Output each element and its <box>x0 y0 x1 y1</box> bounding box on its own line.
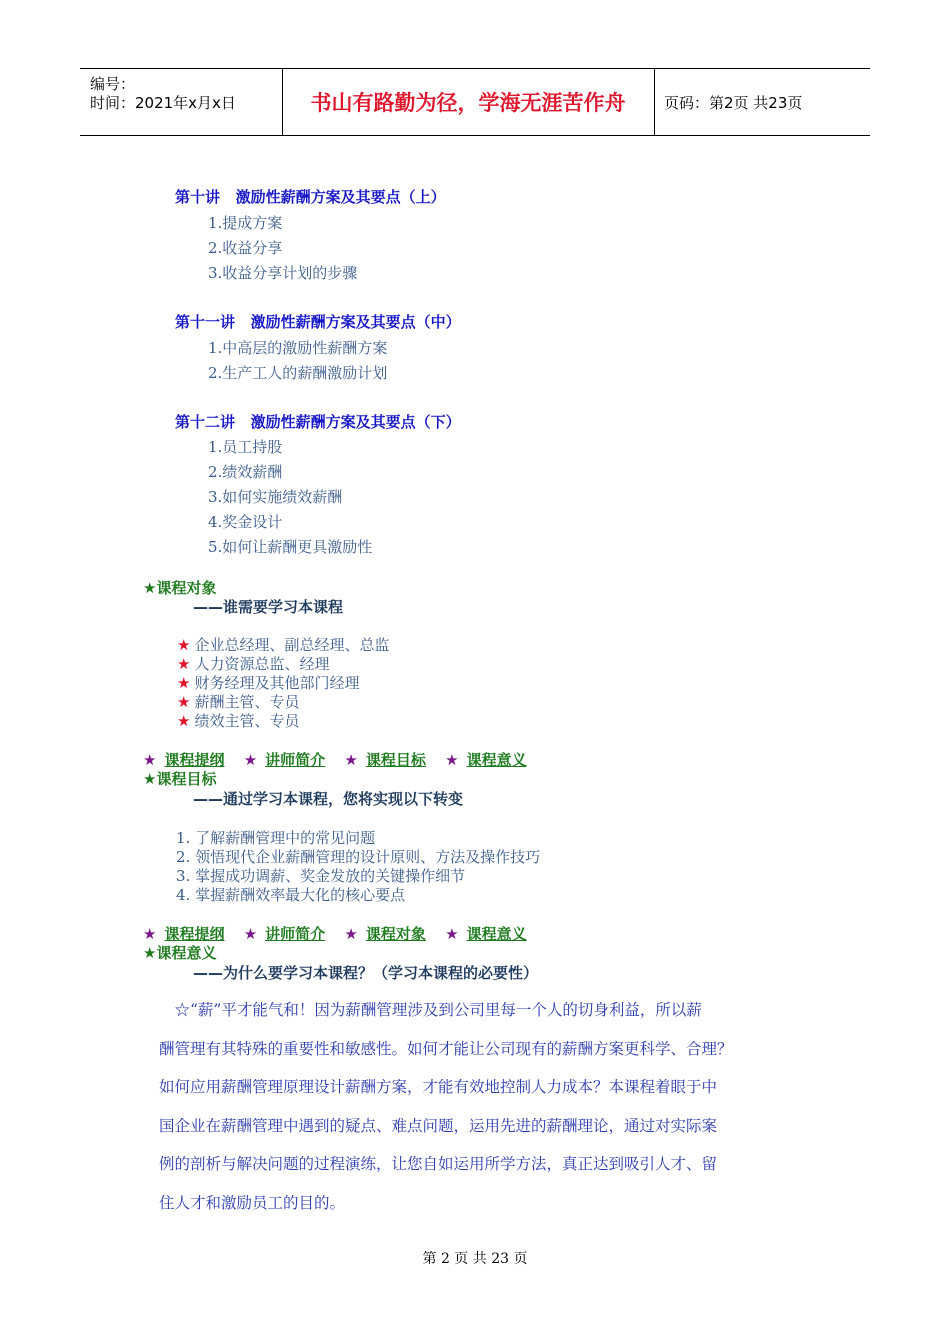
motto: 书山有路勤为径，学海无涯苦作舟 <box>282 69 655 135</box>
audience-item: ★ 绩效主管、专员 <box>177 712 300 730</box>
audience-heading: ★课程对象 <box>143 579 217 597</box>
star-icon: ★ <box>344 925 358 943</box>
nav-link-audience[interactable]: 课程对象 <box>365 925 426 943</box>
star-icon: ★ <box>177 693 191 711</box>
paragraph-line: ☆“薪”平才能气和！因为薪酬管理涉及到公司里每一个人的切身利益，所以薪 <box>159 1001 702 1019</box>
audience-subheading: ——谁需要学习本课程 <box>193 598 344 616</box>
paragraph-line: 酬管理有其特殊的重要性和敏感性。如何才能让公司现有的薪酬方案更科学、合理？ <box>159 1039 733 1058</box>
star-icon: ★ <box>143 925 157 943</box>
audience-item: ★ 财务经理及其他部门经理 <box>177 674 360 692</box>
significance-heading: ★课程意义 <box>143 944 217 962</box>
nav-link-outline[interactable]: 课程提纲 <box>164 751 225 769</box>
date-label: 时间：2021年x月x日 <box>90 94 236 112</box>
star-icon: ★ <box>177 712 191 730</box>
lecture-item: 2.绩效薪酬 <box>208 463 283 481</box>
goals-subheading: ——通过学习本课程，您将实现以下转变 <box>193 790 464 808</box>
course-nav <box>143 923 541 944</box>
goal-item: 2. 领悟现代企业薪酬管理的设计原则、方法及操作技巧 <box>176 848 541 866</box>
nav-link-instructor[interactable]: 讲师简介 <box>265 925 326 943</box>
lecture-item: 4.奖金设计 <box>208 513 283 531</box>
audience-item: ★ 企业总经理、副总经理、总监 <box>177 636 390 654</box>
nav-link-significance[interactable]: 课程意义 <box>466 751 527 769</box>
course-nav <box>143 749 541 770</box>
lecture-item: 2.生产工人的薪酬激励计划 <box>208 364 388 382</box>
significance-subheading: ——为什么要学习本课程？（学习本课程的必要性） <box>193 964 539 982</box>
star-icon: ★ <box>177 636 191 654</box>
nav-link-goals[interactable]: 课程目标 <box>365 751 426 769</box>
goals-heading: ★课程目标 <box>143 770 217 788</box>
lecture-item: 1.员工持股 <box>208 438 283 456</box>
paragraph-line: 国企业在薪酬管理中遇到的疑点、难点问题，运用先进的薪酬理论，通过对实际案 <box>159 1116 718 1135</box>
star-icon: ★ <box>177 674 191 692</box>
lecture-title: 第十一讲 激励性薪酬方案及其要点（中） <box>175 313 461 331</box>
goal-item: 4. 掌握薪酬效率最大化的核心要点 <box>176 886 406 904</box>
nav-link-outline[interactable]: 课程提纲 <box>164 925 225 943</box>
star-icon: ★ <box>243 751 258 769</box>
header-meta <box>80 69 283 135</box>
lecture-item: 5.如何让薪酬更具激励性 <box>208 538 373 556</box>
star-icon: ★ <box>177 655 191 673</box>
star-icon: ★ <box>344 751 358 769</box>
number-label: 编号： <box>90 75 136 93</box>
paragraph-line: 如何应用薪酬管理原理设计薪酬方案，才能有效地控制人力成本？本课程着眼于中 <box>159 1078 718 1096</box>
page-footer: 第 2 页 共 23 页 <box>422 1251 528 1267</box>
audience-item: ★ 薪酬主管、专员 <box>177 693 300 711</box>
page-info: 页码：第2页 共23页 <box>664 94 803 112</box>
star-icon: ★ <box>243 925 258 943</box>
paragraph-line: 住人才和激励员工的目的。 <box>159 1193 346 1212</box>
page-header <box>80 68 870 136</box>
star-icon: ★ <box>445 751 459 769</box>
goal-item: 3. 掌握成功调薪、奖金发放的关键操作细节 <box>176 867 466 885</box>
nav-link-instructor[interactable]: 讲师简介 <box>265 751 326 769</box>
nav-link-significance[interactable]: 课程意义 <box>466 925 527 943</box>
lecture-item: 3.如何实施绩效薪酬 <box>208 488 343 506</box>
lecture-item: 1.提成方案 <box>208 214 283 232</box>
star-icon: ★ <box>445 925 459 943</box>
lecture-item: 3.收益分享计划的步骤 <box>208 264 358 282</box>
significance-paragraph <box>159 991 791 1222</box>
audience-item: ★ 人力资源总监、经理 <box>177 655 330 673</box>
lecture-item: 2.收益分享 <box>208 239 283 257</box>
star-icon: ★ <box>143 751 157 769</box>
goal-item: 1. 了解薪酬管理中的常见问题 <box>176 829 376 847</box>
lecture-item: 1.中高层的激励性薪酬方案 <box>208 339 388 357</box>
paragraph-line: 例的剖析与解决问题的过程演练，让您自如运用所学方法，真正达到吸引人才、留 <box>159 1155 718 1173</box>
lecture-title: 第十二讲 激励性薪酬方案及其要点（下） <box>175 413 461 431</box>
lecture-title: 第十讲 激励性薪酬方案及其要点（上） <box>175 188 446 206</box>
